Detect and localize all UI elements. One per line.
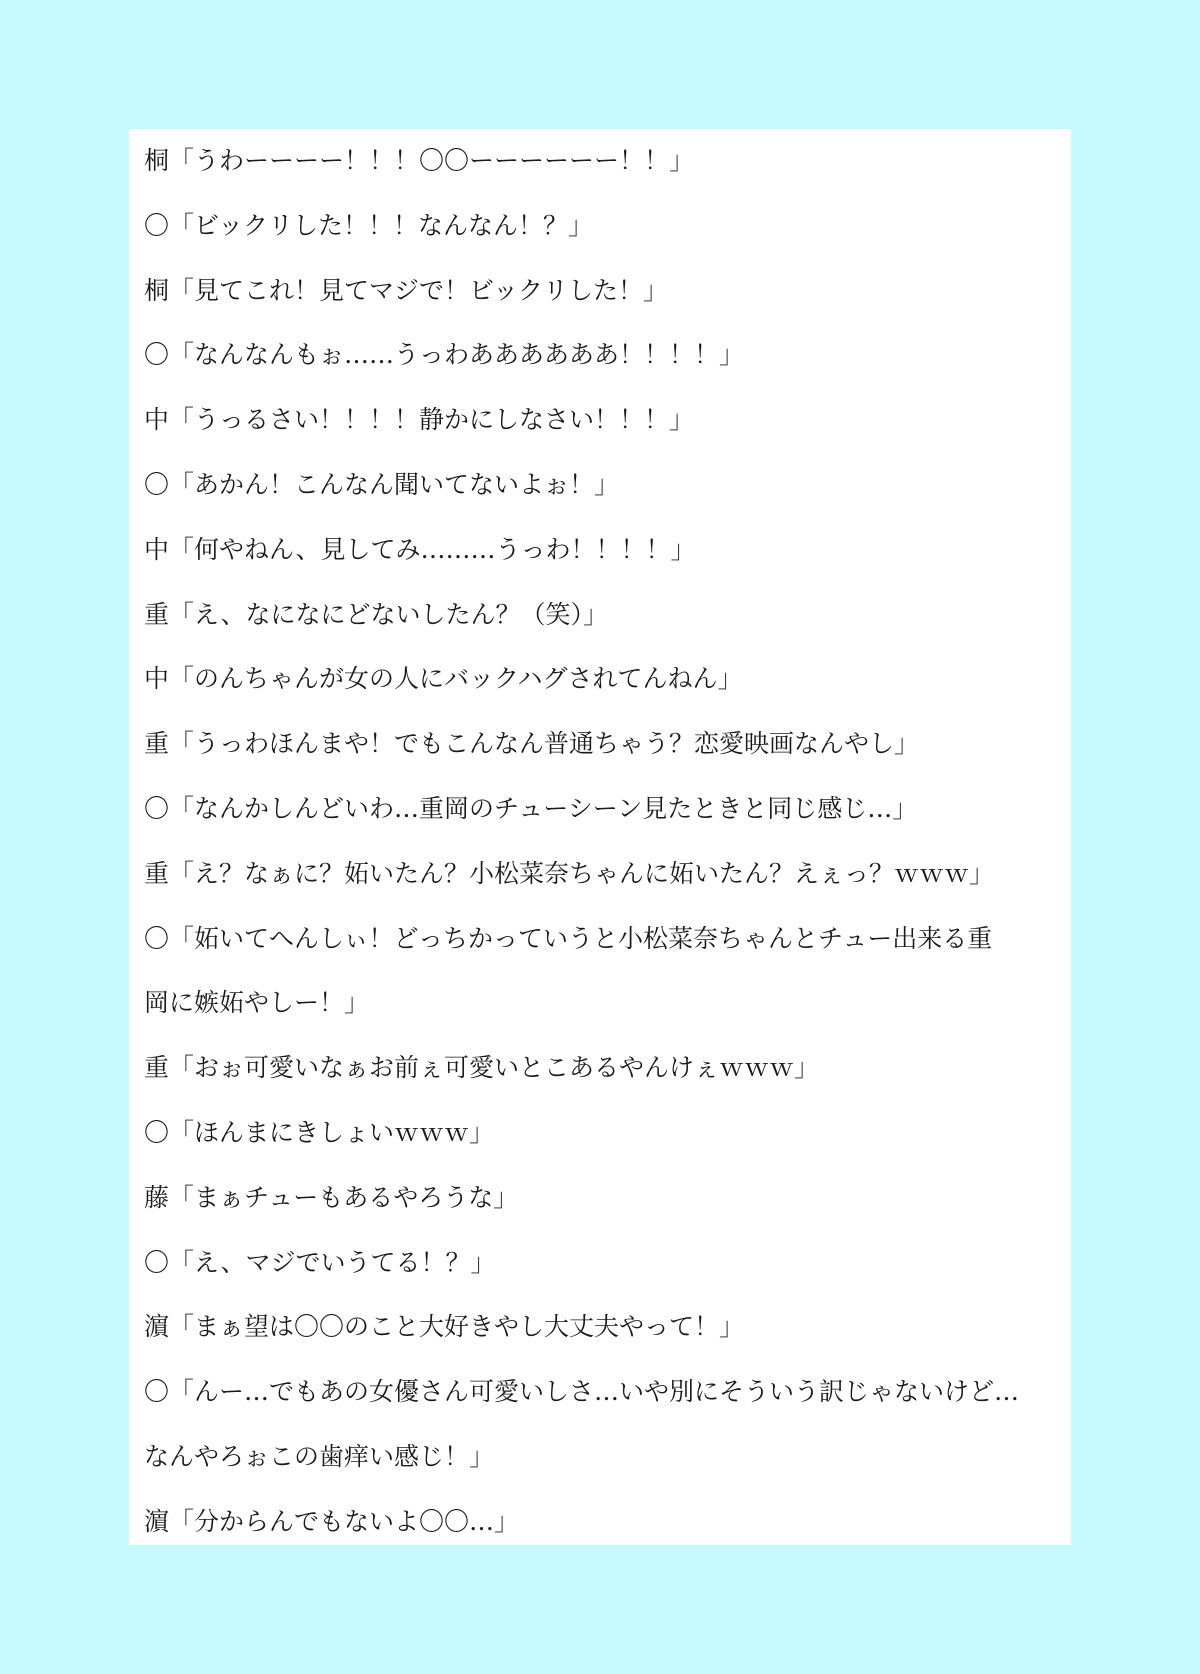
document-page	[129, 129, 1071, 1545]
text-line: 藤「まぁチューもあるやろうな」	[144, 1182, 519, 1212]
text-line: 〇「なんなんもぉ……うっわああああああ！！！！」	[144, 340, 745, 370]
text-line: なんやろぉこの歯痒い感じ！」	[144, 1441, 495, 1471]
text-line: 〇「あかん！こんなん聞いてないよぉ！」	[144, 469, 620, 499]
text-line: 岡に嫉妬やしー！」	[144, 988, 370, 1018]
text-line: 〇「ほんまにきしょいｗｗｗ」	[144, 1117, 495, 1147]
text-line: 〇「妬いてへんしぃ！どっちかっていうと小松菜奈ちゃんとチュー出来る重	[144, 923, 993, 953]
text-line: 重「うっわほんまや！でもこんなん普通ちゃう？恋愛映画なんやし」	[144, 729, 920, 759]
text-line: 〇「なんかしんどいわ…重岡のチューシーン見たときと同じ感じ…」	[144, 793, 918, 823]
text-line: 中「うっるさい！！！！静かにしなさい！！！」	[144, 405, 695, 435]
text-line: 濵「分からんでもないよ〇〇…」	[144, 1506, 520, 1536]
text-line: 重「え？なぁに？妬いたん？小松菜奈ちゃんに妬いたん？えぇっ？ｗｗｗ」	[144, 858, 995, 888]
text-line: 〇「え、マジでいうてる！？」	[144, 1247, 496, 1277]
text-line: 重「え、なになにどないしたん？（笑）」	[144, 599, 609, 629]
text-line: 濵「まぁ望は〇〇のこと大好きやし大丈夫やって！」	[144, 1312, 745, 1342]
text-line: 中「のんちゃんが女の人にバックハグされてんねん」	[144, 664, 743, 694]
text-line: 中「何やねん、見してみ………うっわ！！！！」	[144, 534, 696, 564]
text-line: 〇「ビックリした！！！なんなん！？」	[144, 210, 594, 240]
text-line: 桐「見てこれ！見てマジで！ビックリした！」	[144, 275, 669, 305]
dialogue-text	[144, 141, 1065, 1567]
text-line: 重「おぉ可愛いなぁお前ぇ可愛いとこあるやんけぇｗｗｗ」	[144, 1053, 820, 1083]
text-line: 〇「んー…でもあの女優さん可愛いしさ…いや別にそういう訳じゃないけど…	[144, 1377, 1020, 1407]
text-line: 桐「うわーーーー！！！〇〇ーーーーーー！！」	[144, 146, 695, 175]
